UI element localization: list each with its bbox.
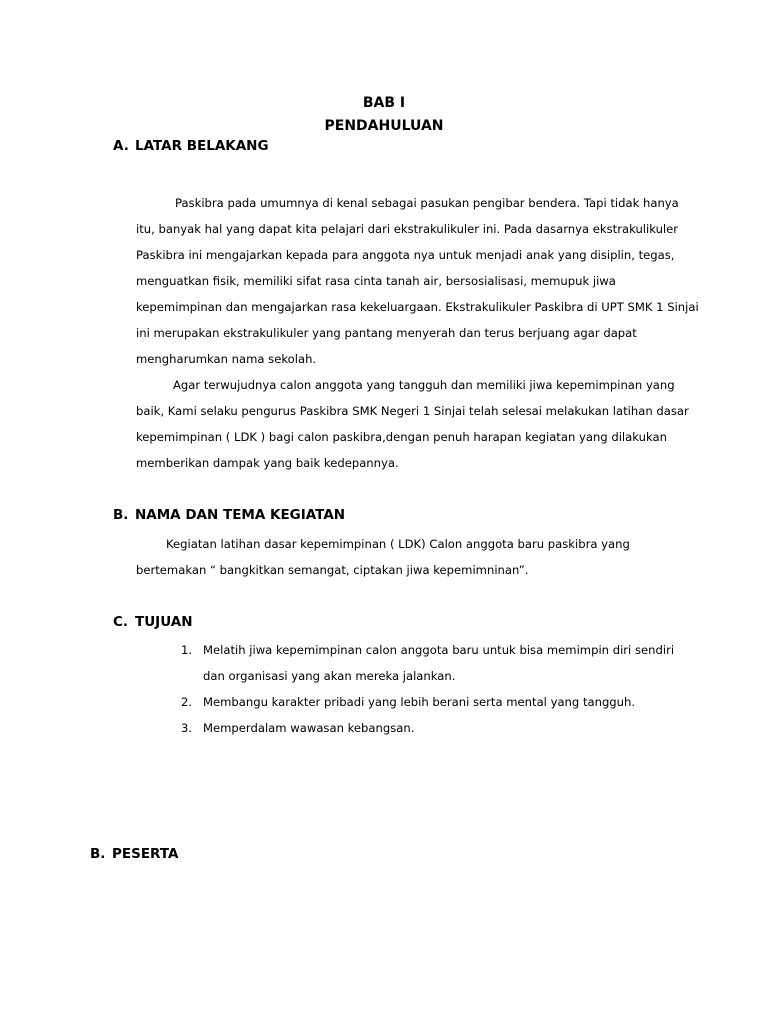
paragraph-line: baik, Kami selaku pengurus Paskibra SMK Negeri 1 Sinjai telah selesai melakukan latihan dasar xyxy=(136,404,689,418)
paragraph-line: Kegiatan latihan dasar kepemimpinan ( LDK) Calon anggota baru paskibra yang xyxy=(166,537,630,551)
paragraph-line: menguatkan fisik, memiliki sifat rasa cinta tanah air, bersosialisasi, memupuk jiwa xyxy=(136,274,616,288)
paragraph-line: Paskibra pada umumnya di kenal sebagai pasukan pengibar bendera. Tapi tidak hanya xyxy=(175,196,679,210)
section-a-letter: A. xyxy=(113,138,129,154)
chapter-title: BAB I xyxy=(362,95,406,111)
section-b-letter: B. xyxy=(113,507,129,523)
paragraph-line: kepemimpinan dan mengajarkan rasa kekeluargaan. Ekstrakulikuler Paskibra di UPT SMK 1 Sinjai xyxy=(136,300,699,314)
section-a-heading xyxy=(113,138,269,154)
paragraph-line: Paskibra ini mengajarkan kepada para anggota nya untuk menjadi anak yang disiplin, tegas, xyxy=(136,248,675,262)
section-c-title: TUJUAN xyxy=(135,614,193,630)
list-item xyxy=(181,720,414,736)
section-b-title: NAMA DAN TEMA KEGIATAN xyxy=(135,507,346,523)
list-item-continuation: dan organisasi yang akan mereka jalankan. xyxy=(203,669,456,683)
list-item-text: Membangu karakter pribadi yang lebih berani serta mental yang tangguh. xyxy=(203,695,636,709)
list-item-text: Memperdalam wawasan kebangsan. xyxy=(203,721,415,735)
paragraph-line: memberikan dampak yang baik kedepannya. xyxy=(136,456,399,470)
section-peserta-letter: B. xyxy=(90,846,106,862)
section-c-heading xyxy=(113,614,193,630)
paragraph-line: itu, banyak hal yang dapat kita pelajari dari ekstrakulikuler ini. Pada dasarnya ekstrakulikuler xyxy=(136,222,679,236)
paragraph-line: kepemimpinan ( LDK ) bagi calon paskibra,dengan penuh harapan kegiatan yang dilakukan xyxy=(136,430,667,444)
list-item xyxy=(181,642,674,658)
chapter-subtitle: PENDAHULUAN xyxy=(324,118,444,134)
paragraph-line: mengharumkan nama sekolah. xyxy=(136,352,317,366)
section-peserta-heading xyxy=(90,846,178,862)
list-item xyxy=(181,694,635,710)
paragraph-line: ini merupakan ekstrakulikuler yang pantang menyerah dan terus berjuang agar dapat xyxy=(136,326,637,340)
list-number: 3. xyxy=(181,721,193,735)
section-b-heading xyxy=(113,507,345,523)
paragraph-line: Agar terwujudnya calon anggota yang tangguh dan memiliki jiwa kepemimpinan yang xyxy=(173,378,675,392)
section-peserta-title: PESERTA xyxy=(112,846,179,862)
section-c-letter: C. xyxy=(113,614,129,630)
section-a-title: LATAR BELAKANG xyxy=(135,138,269,154)
list-number: 1. xyxy=(181,643,193,657)
list-item-text: Melatih jiwa kepemimpinan calon anggota baru untuk bisa memimpin diri sendiri xyxy=(203,643,675,657)
list-number: 2. xyxy=(181,695,193,709)
paragraph-line: bertemakan “ bangkitkan semangat, ciptakan jiwa kepemimninan”. xyxy=(136,563,529,577)
